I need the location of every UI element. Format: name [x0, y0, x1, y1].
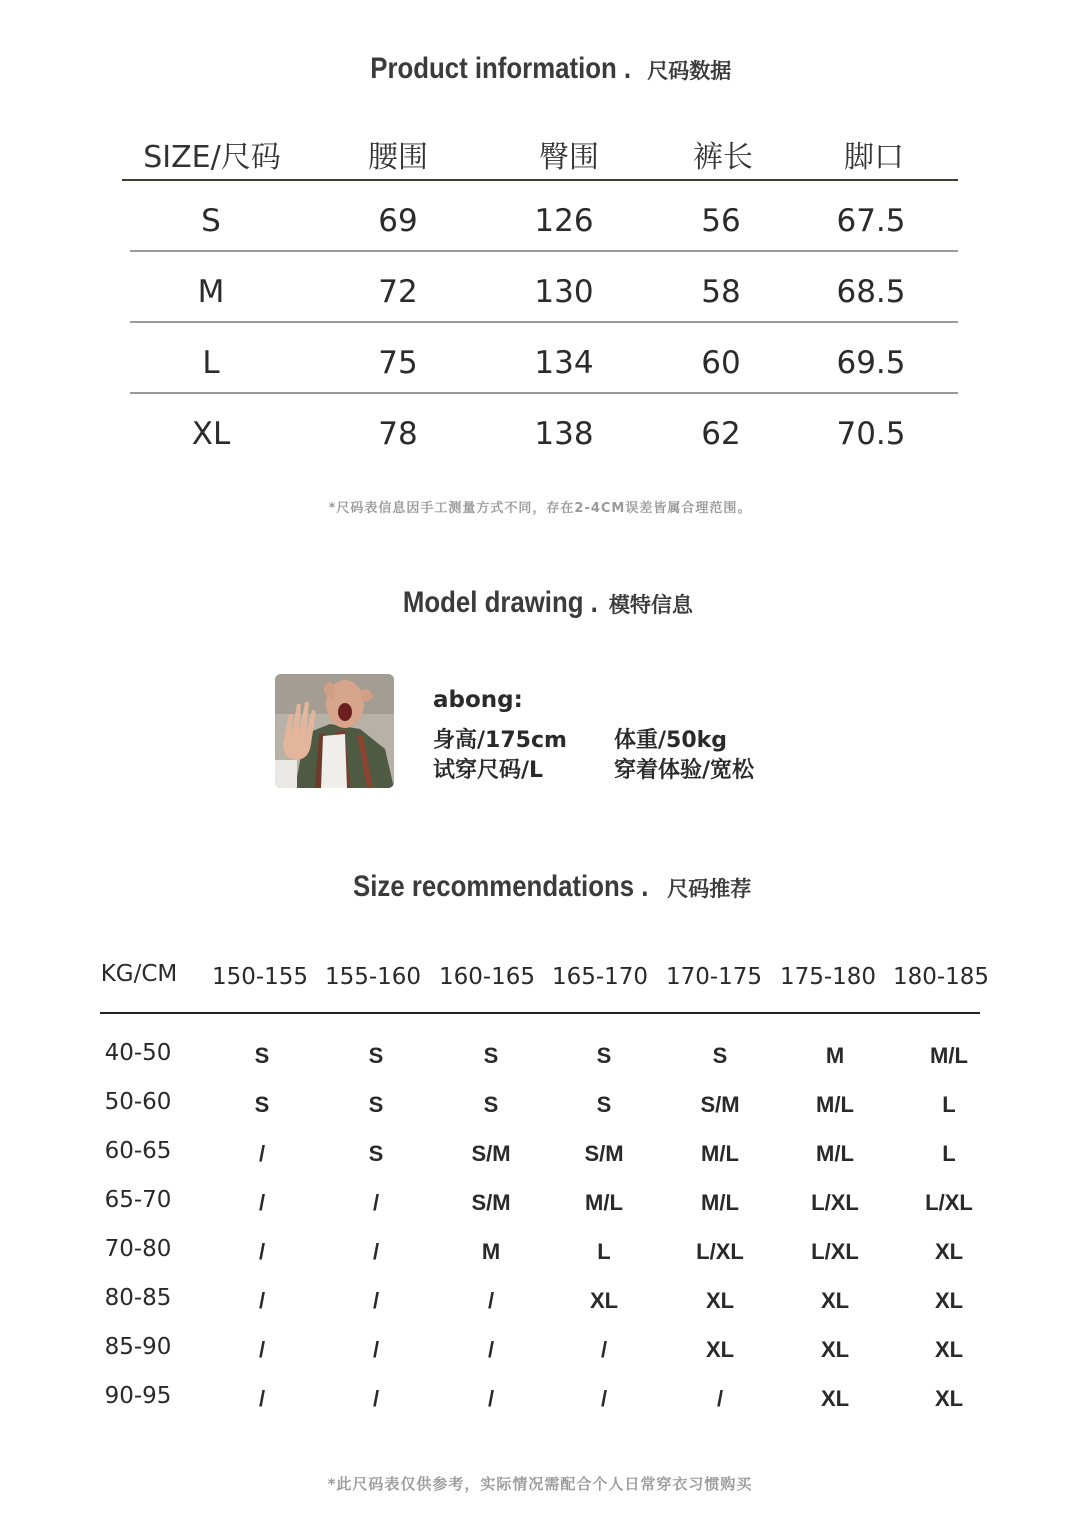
rec-size-cell: M/L: [930, 1043, 968, 1068]
model-weight: 体重/50kg: [614, 728, 728, 753]
rec-title-cn: 尺码推荐: [667, 877, 752, 901]
header-hem: 脚口: [844, 140, 904, 175]
size-cell: 56: [701, 203, 741, 239]
rec-weight-label: 90-95: [104, 1383, 172, 1409]
model-photo: [275, 674, 394, 788]
size-row-s: [130, 181, 958, 252]
rec-title: [0, 870, 1080, 904]
rec-height-header: 165-170: [551, 964, 649, 990]
rec-weight-label: 65-70: [104, 1187, 172, 1213]
model-title-cn: 模特信息: [608, 593, 693, 617]
header-size: SIZE/尺码: [143, 140, 281, 175]
rec-size-cell: S: [483, 1092, 499, 1117]
size-cell: S: [201, 203, 221, 239]
rec-size-cell: S: [254, 1043, 270, 1068]
rec-size-cell: XL: [820, 1386, 850, 1411]
rec-size-cell: S: [368, 1043, 384, 1068]
rec-size-cell: L: [942, 1092, 956, 1117]
rec-height-header: 160-165: [438, 964, 536, 990]
rec-size-cell: S: [596, 1043, 612, 1068]
rec-height-header: 150-155: [211, 964, 309, 990]
rec-weight-label: 85-90: [104, 1334, 172, 1360]
size-cell: 130: [534, 274, 594, 310]
rec-size-cell: /: [487, 1386, 495, 1411]
rec-size-cell: XL: [820, 1337, 850, 1362]
product-info-title: [0, 52, 1080, 86]
size-cell: M: [197, 274, 225, 310]
size-row-xl: [130, 394, 958, 465]
rec-size-cell: XL: [934, 1337, 964, 1362]
size-row-l: [130, 323, 958, 394]
product-info-title-cn: 尺码数据: [647, 59, 732, 83]
rec-size-cell: /: [716, 1386, 724, 1411]
rec-height-header: 155-160: [324, 964, 422, 990]
rec-height-header: 180-185: [892, 964, 990, 990]
model-height: 身高/175cm: [433, 728, 567, 753]
size-cell: 72: [378, 274, 418, 310]
rec-size-cell: /: [487, 1288, 495, 1313]
rec-size-cell: XL: [589, 1288, 619, 1313]
rec-size-cell: M/L: [701, 1190, 739, 1215]
rec-weight-label: 50-60: [104, 1089, 172, 1115]
rec-size-cell: S/M: [584, 1141, 624, 1166]
model-name: abong:: [433, 687, 523, 713]
rec-size-cell: /: [372, 1337, 380, 1362]
header-length: 裤长: [693, 140, 753, 175]
rec-size-cell: /: [372, 1190, 380, 1215]
rec-size-cell: L: [597, 1239, 611, 1264]
rec-size-cell: M/L: [701, 1141, 739, 1166]
rec-size-cell: S/M: [700, 1092, 740, 1117]
rec-size-cell: XL: [705, 1288, 735, 1313]
model-fit: 穿着体验/宽松: [614, 758, 755, 783]
rec-size-cell: /: [372, 1386, 380, 1411]
size-cell: 75: [378, 345, 418, 381]
rec-size-cell: S/M: [471, 1141, 511, 1166]
rec-size-cell: /: [487, 1337, 495, 1362]
rec-weight-label: 60-65: [104, 1138, 172, 1164]
rec-size-cell: /: [258, 1141, 266, 1166]
rec-weight-label: 70-80: [104, 1236, 172, 1262]
size-cell: 60: [701, 345, 741, 381]
size-cell: 58: [701, 274, 741, 310]
size-table-note: *尺码表信息因手工测量方式不同，存在2-4CM误差皆属合理范围。: [328, 501, 752, 516]
size-cell: 78: [378, 416, 418, 452]
rec-size-cell: M/L: [816, 1141, 854, 1166]
rec-height-header: 175-180: [779, 964, 877, 990]
model-size: 试穿尺码/L: [433, 758, 544, 783]
rec-size-cell: L/XL: [925, 1190, 973, 1215]
size-cell: XL: [191, 416, 231, 452]
rec-title-en: Size recommendations .: [352, 870, 649, 903]
rec-size-cell: M: [825, 1043, 845, 1068]
rec-size-cell: /: [258, 1190, 266, 1215]
rec-size-cell: S: [368, 1141, 384, 1166]
size-row-m: [130, 252, 958, 323]
rec-size-cell: XL: [934, 1288, 964, 1313]
size-cell: 70.5: [836, 416, 906, 452]
rec-size-cell: /: [372, 1239, 380, 1264]
product-info-title-en: Product information .: [370, 52, 631, 85]
rec-size-cell: /: [372, 1288, 380, 1313]
rec-size-cell: XL: [934, 1239, 964, 1264]
header-waist: 腰围: [368, 140, 428, 175]
rec-size-cell: /: [600, 1386, 608, 1411]
size-table: [122, 120, 958, 465]
size-cell: 67.5: [836, 203, 906, 239]
rec-size-cell: L/XL: [811, 1239, 859, 1264]
rec-size-cell: /: [258, 1239, 266, 1264]
rec-size-cell: S: [254, 1092, 270, 1117]
rec-size-cell: XL: [705, 1337, 735, 1362]
size-cell: 68.5: [836, 274, 906, 310]
rec-weight-label: 80-85: [104, 1285, 172, 1311]
rec-size-cell: XL: [934, 1386, 964, 1411]
rec-size-cell: L/XL: [811, 1190, 859, 1215]
rec-size-cell: M/L: [585, 1190, 623, 1215]
rec-size-cell: /: [258, 1337, 266, 1362]
size-cell: L: [202, 345, 220, 381]
rec-note: *此尺码表仅供参考，实际情况需配合个人日常穿衣习惯购买: [327, 1475, 753, 1493]
rec-size-cell: S/M: [471, 1190, 511, 1215]
rec-size-cell: S: [712, 1043, 728, 1068]
size-cell: 138: [534, 416, 594, 452]
model-title: [0, 586, 1080, 620]
header-hip: 臀围: [539, 140, 599, 175]
size-cell: 69: [378, 203, 418, 239]
size-cell: 69.5: [836, 345, 906, 381]
rec-size-cell: /: [258, 1386, 266, 1411]
rec-size-cell: S: [596, 1092, 612, 1117]
rec-size-cell: S: [368, 1092, 384, 1117]
size-table-header: [122, 120, 958, 181]
model-photo-image: [275, 674, 394, 788]
rec-size-cell: M/L: [816, 1092, 854, 1117]
rec-height-header: 170-175: [665, 964, 763, 990]
model-title-en: Model drawing .: [402, 586, 598, 619]
rec-size-cell: L: [942, 1141, 956, 1166]
rec-size-cell: /: [600, 1337, 608, 1362]
rec-size-cell: M: [481, 1239, 501, 1264]
rec-size-cell: XL: [820, 1288, 850, 1313]
rec-size-cell: L/XL: [696, 1239, 744, 1264]
rec-weight-label: 40-50: [104, 1040, 172, 1066]
rec-size-cell: S: [483, 1043, 499, 1068]
size-cell: 134: [534, 345, 594, 381]
rec-corner-label: KG/CM: [100, 961, 178, 987]
rec-size-cell: /: [258, 1288, 266, 1313]
size-cell: 126: [534, 203, 594, 239]
size-cell: 62: [701, 416, 741, 452]
